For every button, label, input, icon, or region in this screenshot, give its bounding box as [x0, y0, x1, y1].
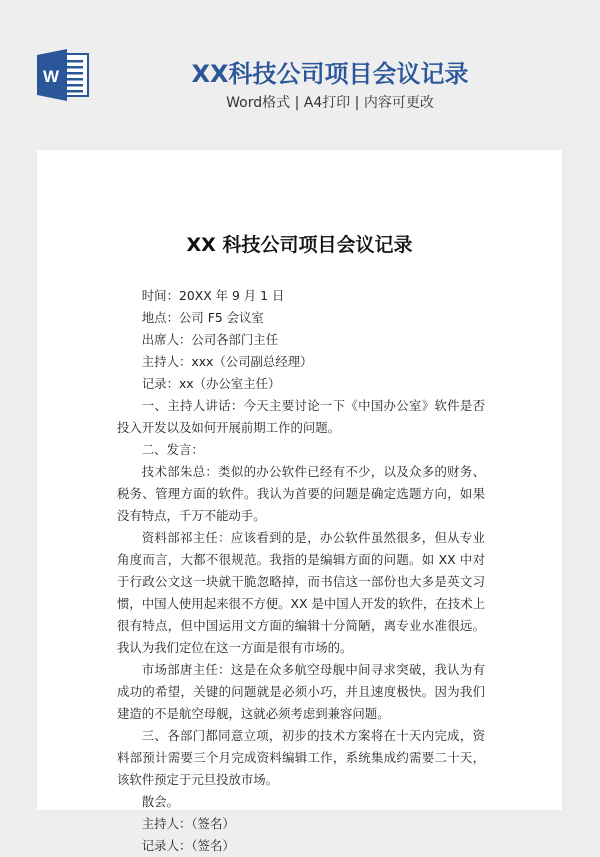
section-opening: 一、主持人讲话：今天主要讨论一下《中国办公室》软件是否投入开发以及如何开展前期工作的问题。 [117, 398, 485, 435]
section-speeches-heading: 二、发言： [141, 442, 204, 457]
signature-host: 主持人：（签名） [141, 816, 235, 831]
meta-time: 时间：20XX 年 9 月 1 日 [141, 288, 285, 303]
word-icon [37, 49, 91, 101]
meta-attendees: 出席人：公司各部门主任 [141, 332, 279, 347]
meta-recorder: 记录：xx（办公室主任） [141, 376, 281, 391]
section-decision: 三、各部门都同意立项，初步的技术方案将在十天内完成，资料部预计需要三个月完成资料编辑工作，系统集成约需要二十天，该软件预定于元旦投放市场。 [117, 728, 485, 787]
header-subtitle: Word格式 | A4打印 | 内容可更改 [226, 95, 434, 111]
speech-market: 市场部唐主任：这是在众多航空母舰中间寻求突破，我认为有成功的希望，关键的问题就是必须小巧，并且速度极快。因为我们建造的不是航空母舰，这就必须考虑到兼容问题。 [117, 662, 485, 721]
section-adjourn: 散会。 [141, 794, 179, 809]
meta-location: 地点：公司 F5 会议室 [141, 310, 264, 325]
speech-tech: 技术部朱总：类似的办公软件已经有不少，以及众多的财务、税务、管理方面的软件。我认为首要的问题是确定选题方向，如果没有特点，千万不能动手。 [117, 464, 485, 523]
meta-host: 主持人：xxx（公司副总经理） [141, 354, 313, 369]
signature-recorder: 记录人：（签名） [141, 838, 235, 853]
document-body [117, 285, 485, 857]
document-title: XX 科技公司项目会议记录 [186, 234, 413, 256]
speech-data: 资料部祁主任：应该看到的是，办公软件虽然很多，但从专业角度而言，大都不很规范。我指的是编辑方面的问题。如 XX 中对于行政公文这一块就干脆忽略掉，而书信这一部份也大多是英文习惯，中国人使用起来很不方便。XX 是中国人开发的软件，在技术上很有特点，但中国运用文方面的编辑十分简陋，离专业水准很远。我认为我们定位在这一方面是很有市场的。 [117, 530, 485, 655]
header-title: XX科技公司项目会议记录 [191, 60, 469, 88]
preview-header [0, 0, 600, 150]
svg-text:W: W [42, 67, 60, 86]
document-page [37, 150, 562, 853]
